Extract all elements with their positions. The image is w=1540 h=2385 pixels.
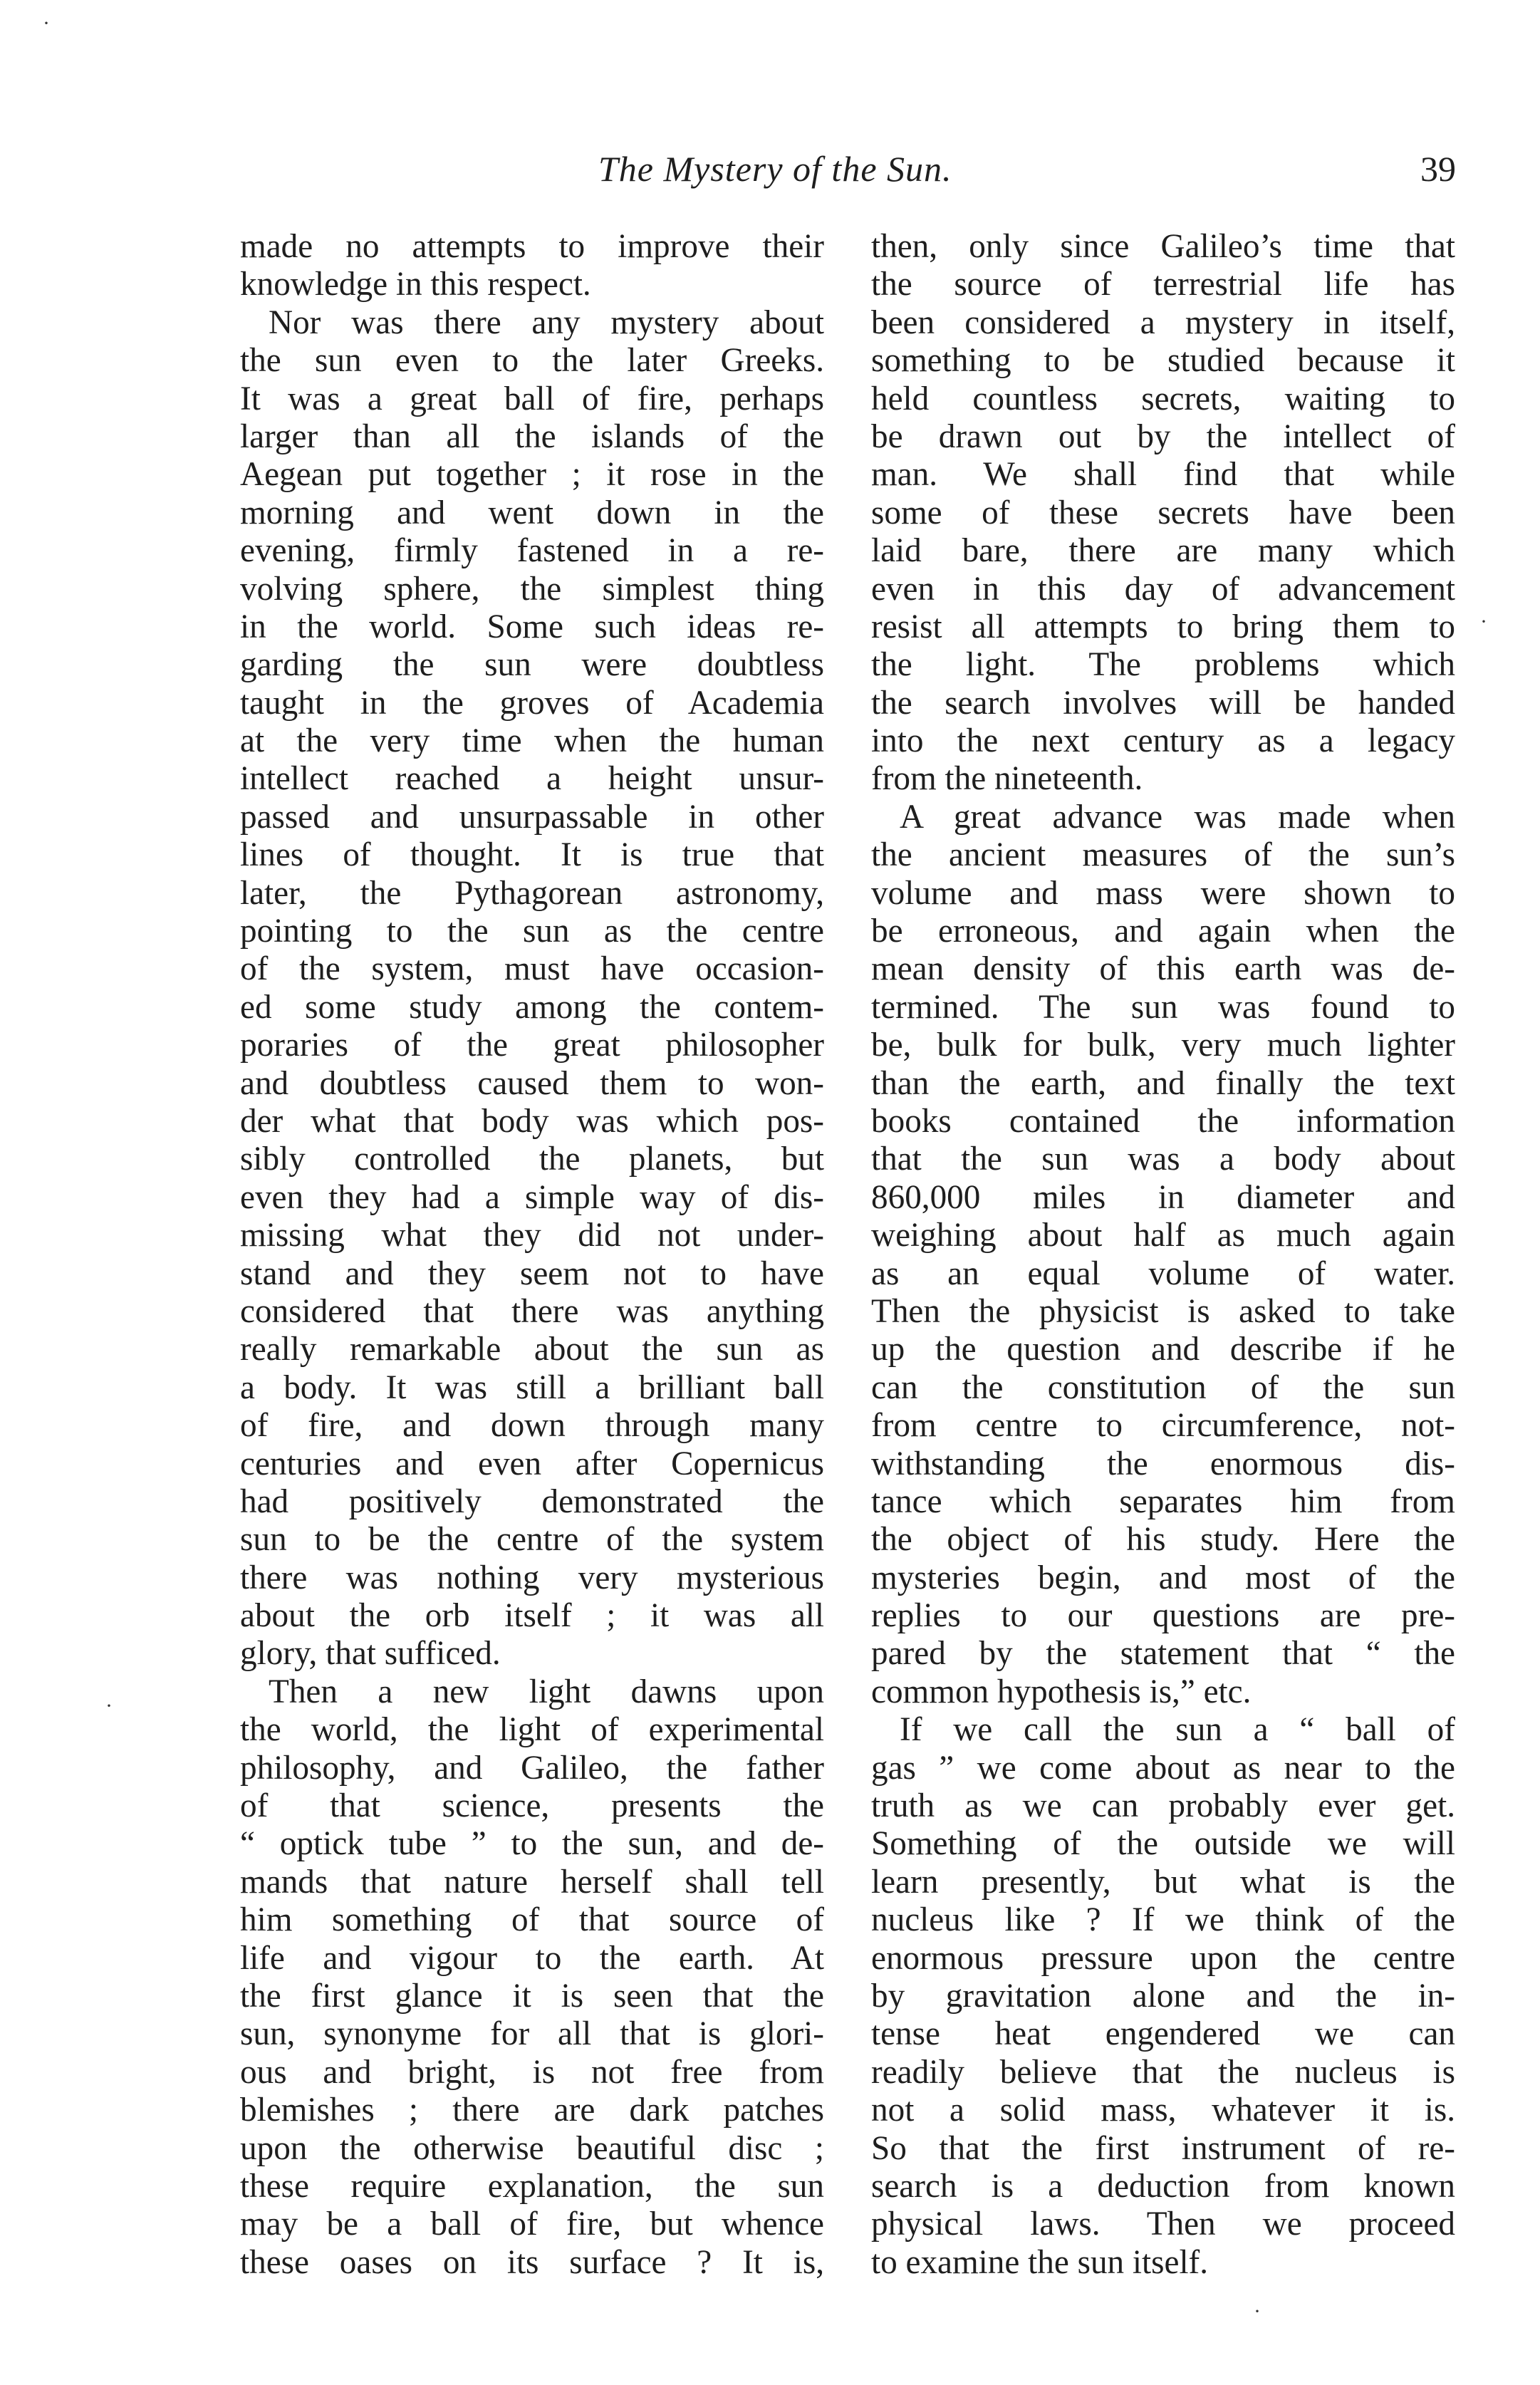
text-line: enormous pressure upon the centre <box>871 1939 1455 1977</box>
text-line: If we call the sun a “ ball of <box>900 1711 1455 1749</box>
text-line: some of these secrets have been <box>871 494 1455 531</box>
text-line: by gravitation alone and the in- <box>871 1977 1455 2015</box>
text-line: glory, that sufficed. <box>240 1635 501 1673</box>
text-line: missing what they did not under- <box>240 1217 824 1254</box>
text-line: the world, the light of experimental <box>240 1711 824 1749</box>
text-line: had positively demonstrated the <box>240 1482 824 1520</box>
running-title: The Mystery of the Sun. <box>598 149 952 189</box>
text-line: then, only since Galileo’s time that <box>871 228 1455 265</box>
text-line: the light. The problems which <box>871 646 1455 684</box>
text-line: there was nothing very mysterious <box>240 1559 824 1596</box>
text-line: replies to our questions are pre- <box>871 1597 1455 1635</box>
text-line: stand and they seem not to have <box>240 1254 824 1292</box>
text-line: and doubtless caused them to won- <box>240 1064 824 1102</box>
text-line: blemishes ; there are dark patches <box>240 2092 824 2129</box>
text-line: pointing to the sun as the centre <box>240 913 824 950</box>
text-line: der what that body was which pos- <box>240 1102 824 1140</box>
text-line: that the sun was a body about <box>871 1140 1455 1178</box>
text-line: lines of thought. It is true that <box>240 836 824 874</box>
text-line: held countless secrets, waiting to <box>871 380 1455 417</box>
page-number: 39 <box>1420 149 1456 189</box>
text-line: evening, firmly fastened in a re- <box>240 532 824 570</box>
text-line: termined. The sun was found to <box>871 988 1455 1026</box>
scan-speck: · <box>105 1694 113 1718</box>
text-line: passed and unsurpassable in other <box>240 798 824 836</box>
scan-speck: · <box>43 11 50 35</box>
running-header <box>242 148 1467 198</box>
text-line: upon the otherwise beautiful disc ; <box>240 2129 824 2167</box>
text-line: It was a great ball of fire, perhaps <box>240 380 824 417</box>
text-line: withstanding the enormous dis- <box>871 1445 1455 1482</box>
text-line: been considered a mystery in itself, <box>871 303 1455 341</box>
text-line: ous and bright, is not free from <box>240 2053 824 2091</box>
text-line: readily believe that the nucleus is <box>871 2053 1455 2091</box>
text-line: sun, synonyme for all that is glori- <box>240 2015 824 2053</box>
text-line: later, the Pythagorean astronomy, <box>240 874 824 912</box>
text-line: Nor was there any mystery about <box>269 303 824 341</box>
text-line: weighing about half as much again <box>871 1217 1455 1254</box>
right-text-column <box>871 228 1455 2282</box>
text-line: books contained the information <box>871 1102 1455 1140</box>
text-line: garding the sun were doubtless <box>240 646 824 684</box>
text-line: to examine the sun itself. <box>871 2243 1209 2281</box>
text-line: volving sphere, the simplest thing <box>240 570 824 608</box>
text-line: him something of that source of <box>240 1901 824 1939</box>
text-line: than the earth, and finally the text <box>871 1064 1455 1102</box>
text-line: ed some study among the contem- <box>240 988 824 1026</box>
scan-speck: · <box>1480 610 1487 633</box>
text-line: of the system, must have occasion- <box>240 950 824 988</box>
text-line: be drawn out by the intellect of <box>871 417 1455 455</box>
text-line: intellect reached a height unsur- <box>240 760 824 798</box>
text-line: Something of the outside we will <box>871 1825 1455 1863</box>
text-line: So that the first instrument of re- <box>871 2129 1455 2167</box>
text-line: larger than all the islands of the <box>240 417 824 455</box>
text-line: sun to be the centre of the system <box>240 1521 824 1559</box>
text-line: in the world. Some such ideas re- <box>240 608 824 645</box>
text-line: mands that nature herself shall tell <box>240 1863 824 1901</box>
text-line: laid bare, there are many which <box>871 532 1455 570</box>
text-line: nucleus like ? If we think of the <box>871 1901 1455 1939</box>
text-line: of fire, and down through many <box>240 1407 824 1445</box>
text-line: poraries of the great philosopher <box>240 1027 824 1064</box>
text-line: taught in the groves of Academia <box>240 684 824 722</box>
text-line: these require explanation, the sun <box>240 2167 824 2205</box>
text-line: can the constitution of the sun <box>871 1368 1455 1406</box>
text-line: as an equal volume of water. <box>871 1254 1455 1292</box>
text-line: not a solid mass, whatever it is. <box>871 2092 1455 2129</box>
text-line: Aegean put together ; it rose in the <box>240 456 824 494</box>
text-line: the search involves will be handed <box>871 684 1455 722</box>
text-line: may be a ball of fire, but whence <box>240 2205 824 2243</box>
text-line: centuries and even after Copernicus <box>240 1445 824 1482</box>
text-line: mean density of this earth was de- <box>871 950 1455 988</box>
text-line: philosophy, and Galileo, the father <box>240 1749 824 1787</box>
text-line: A great advance was made when <box>900 798 1455 836</box>
text-line: the sun even to the later Greeks. <box>240 342 824 380</box>
text-line: the first glance it is seen that the <box>240 1977 824 2015</box>
text-line: Then a new light dawns upon <box>269 1673 824 1710</box>
text-line: knowledge in this respect. <box>240 266 591 303</box>
text-line: about the orb itself ; it was all <box>240 1597 824 1635</box>
text-line: man. We shall find that while <box>871 456 1455 494</box>
text-line: the object of his study. Here the <box>871 1521 1455 1559</box>
text-line: physical laws. Then we proceed <box>871 2205 1455 2243</box>
text-line: something to be studied because it <box>871 342 1455 380</box>
text-line: from centre to circumference, not- <box>871 1407 1455 1445</box>
text-line: these oases on its surface ? It is, <box>240 2243 824 2281</box>
text-line: 860,000 miles in diameter and <box>871 1178 1455 1216</box>
text-line: “ optick tube ” to the sun, and de- <box>240 1825 824 1863</box>
text-line: pared by the statement that “ the <box>871 1635 1455 1673</box>
text-line: even in this day of advancement <box>871 570 1455 608</box>
text-line: be erroneous, and again when the <box>871 913 1455 950</box>
text-line: made no attempts to improve their <box>240 228 824 265</box>
text-line: at the very time when the human <box>240 722 824 760</box>
text-line: Then the physicist is asked to take <box>871 1292 1455 1330</box>
text-line: the source of terrestrial life has <box>871 266 1455 303</box>
scan-speck: · <box>1254 2300 1261 2323</box>
text-line: truth as we can probably ever get. <box>871 1787 1455 1825</box>
text-line: from the nineteenth. <box>871 760 1143 798</box>
text-line: sibly controlled the planets, but <box>240 1140 824 1178</box>
text-line: morning and went down in the <box>240 494 824 531</box>
left-text-column <box>240 228 824 2282</box>
text-line: even they had a simple way of dis- <box>240 1178 824 1216</box>
text-line: search is a deduction from known <box>871 2167 1455 2205</box>
text-line: a body. It was still a brilliant ball <box>240 1368 824 1406</box>
text-line: tance which separates him from <box>871 1482 1455 1520</box>
text-line: mysteries begin, and most of the <box>871 1559 1455 1596</box>
text-line: common hypothesis is,” etc. <box>871 1673 1252 1710</box>
text-line: tense heat engendered we can <box>871 2015 1455 2053</box>
text-line: into the next century as a legacy <box>871 722 1455 760</box>
text-line: up the question and describe if he <box>871 1331 1455 1368</box>
text-line: really remarkable about the sun as <box>240 1331 824 1368</box>
text-line: considered that there was anything <box>240 1292 824 1330</box>
text-line: be, bulk for bulk, very much lighter <box>871 1027 1455 1064</box>
text-line: the ancient measures of the sun’s <box>871 836 1455 874</box>
text-line: volume and mass were shown to <box>871 874 1455 912</box>
text-line: learn presently, but what is the <box>871 1863 1455 1901</box>
text-line: of that science, presents the <box>240 1787 824 1825</box>
text-line: life and vigour to the earth. At <box>240 1939 824 1977</box>
text-line: gas ” we come about as near to the <box>871 1749 1455 1787</box>
text-line: resist all attempts to bring them to <box>871 608 1455 645</box>
